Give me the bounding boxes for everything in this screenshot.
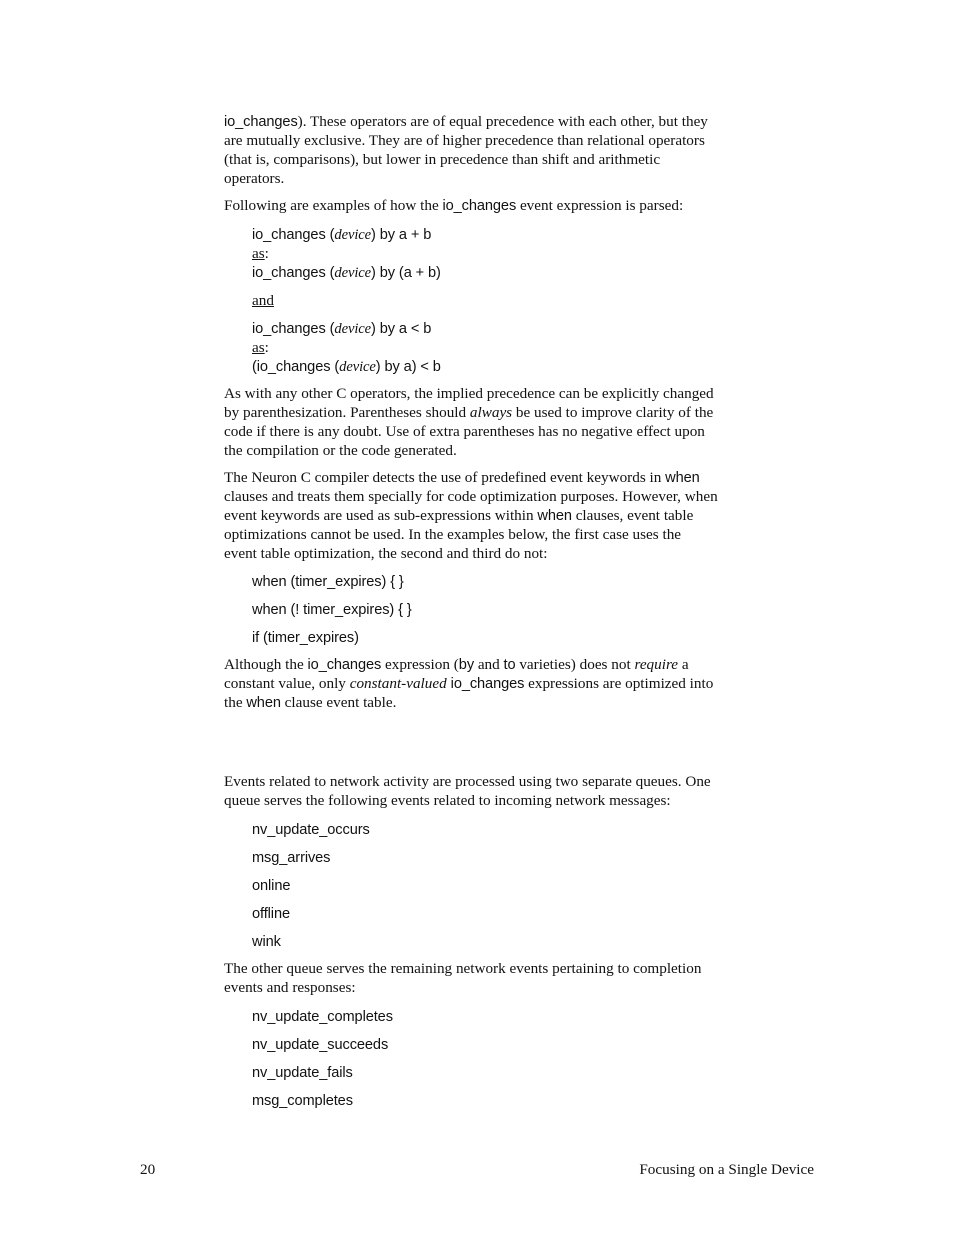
page-number: 20 xyxy=(140,1161,156,1178)
keyword-when: when xyxy=(537,508,572,524)
footer-chapter-title: Focusing on a Single Device xyxy=(639,1161,814,1178)
event-keyword: nv_update_completes xyxy=(252,1009,393,1025)
event-keyword: nv_update_occurs xyxy=(252,822,370,838)
as-label: as: xyxy=(252,245,269,262)
code-line: when (! timer_expires) { } xyxy=(252,602,412,618)
keyword-when: when xyxy=(665,470,700,486)
keyword-io-changes: io_changes xyxy=(442,198,517,214)
event-keyword: msg_arrives xyxy=(252,850,331,866)
example-parsed: (io_changes (device) by a) < b xyxy=(252,359,441,375)
keyword-io-changes: io_changes xyxy=(224,114,298,130)
event-keyword: offline xyxy=(252,906,290,922)
code-line: if (timer_expires) xyxy=(252,630,359,646)
code-line: when (timer_expires) { } xyxy=(252,574,404,590)
event-keyword: nv_update_fails xyxy=(252,1065,353,1081)
example-expression: io_changes (device) by a + b xyxy=(252,227,432,243)
event-keyword: online xyxy=(252,878,291,894)
and-label: and xyxy=(252,292,274,309)
example-parsed: io_changes (device) by (a + b) xyxy=(252,265,441,281)
event-keyword: nv_update_succeeds xyxy=(252,1037,389,1053)
event-keyword: msg_completes xyxy=(252,1093,353,1109)
example-expression: io_changes (device) by a < b xyxy=(252,321,432,337)
as-label: as: xyxy=(252,339,269,356)
document-page: io_changes). These operators are of equal precedence with each other, but they are mutually exclusive. They are of higher precedence than relational operators (that is, comparisons), but lower in precedence than shift and arithmetic operators. Following are examples of how the io_changes event expression is parsed: io_changes (device) by a + b as: io_changes (device) by (a + b) and io_changes (device) by a < b as: (io_changes (device) by a) < b As with any other C operators, the implied precedence can be explicitly changed by parenthesization. Parentheses should always be used to improve clarity of the code if there is any doubt. Use of extra parentheses has no negative effect upon the compilation or the code generated. The Neuron C compiler detects the use of predefined event keywords in when clauses and treats them specially for code optimization purposes. However, when event keywords are used as sub-expressions within when clauses, event table optimizations cannot be used. In the examples below, the first case uses the event table optimization, the second and third do not: when (timer_expires) { } when (! timer_expires) { } if (timer_expires) Although the io_changes expression (by and to varieties) does not require a constant value, only constant-valued io_changes expressions are optimized into the when clause event table. Events related to network activity are processed using two separate queues. One queue serves the following events related to incoming network messages: nv_update_occurs msg_arrives online offline wink The other queue serves the remaining network events pertaining to completion events and responses: nv_update_completes nv_update_succeeds nv_update_fails msg_completes 20 Focusing on a Single Device xyxy=(140,113,814,1178)
event-keyword: wink xyxy=(252,934,281,950)
